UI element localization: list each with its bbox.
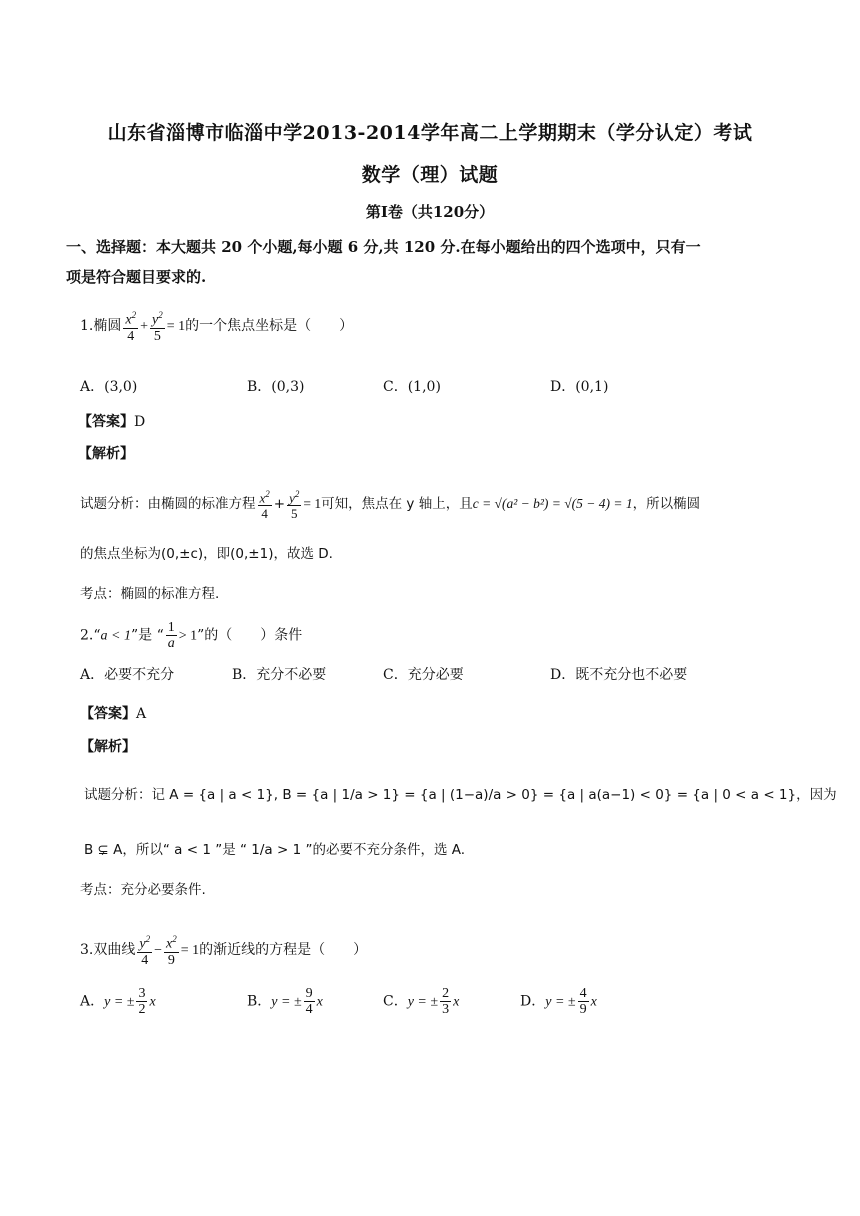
answer-label: 【答案】 [78, 414, 134, 430]
q2-cond1: a < 1 [100, 628, 131, 644]
q3-b-den: 4 [305, 1002, 313, 1017]
instructions-line1: 一、选择题：本大题共 20 个小题,每小题 6 分,共 120 分.在每小题给出的四个选项中，只有一 [66, 238, 701, 256]
question-1: 1.椭圆 $\frac{x^2}{4}$ + $\frac{y^2}{5}$ = 1的一个焦点坐标是（ ） [80, 310, 354, 344]
q3-a-den: 2 [138, 1002, 146, 1017]
q1-analysis-end: ，所以椭圆 [632, 496, 701, 513]
q2-option-b: B．充分不必要 [232, 667, 327, 683]
q3-c-den: 3 [442, 1002, 450, 1017]
q2-option-d: D．既不充分也不必要 [550, 667, 688, 683]
q2-prefix: 2.“ [80, 627, 101, 644]
q3-option-b-label: B． [247, 993, 272, 1010]
q3-b-num: 9 [305, 986, 313, 1001]
q2-option-c: C．充分必要 [383, 667, 464, 683]
q1-option-a: A．(3,0) [80, 379, 138, 395]
q2-answer [80, 703, 146, 723]
page-title-line1: 山东省淄博市临淄中学2013-2014学年高二上学期期末（学分认定）考试 [107, 122, 753, 144]
q3-option-c: C．y = ± $\frac{2}{3}$ x [383, 986, 460, 1017]
q1-option-d: D．(0,1) [550, 379, 609, 395]
q2-option-a: A．必要不充分 [80, 667, 175, 683]
q1-kaodian: 考点：椭圆的标准方程. [80, 586, 220, 602]
q3-option-a: A．y = ± $\frac{3}{2}$ x [80, 986, 156, 1017]
q1-answer-value: D [134, 414, 146, 430]
q2-suffix: ”的（ ）条件 [197, 627, 303, 644]
q2-cond2-tail: > 1 [178, 628, 198, 644]
q1-option-c: C．(1,0) [383, 379, 441, 395]
q2-analysis-line2: B ⊊ A，所以“ a < 1 ”是 “ 1/a > 1 ”的必要不充分条件，选 A. [84, 842, 466, 858]
q1-frac-x: $\frac{x^2}{4}$ [125, 310, 137, 344]
q3-option-c-label: C． [383, 993, 408, 1010]
q1-analysis-line2: 的焦点坐标为(0,±c)，即(0,±1)，故选 D. [80, 546, 333, 562]
q3-c-num: 2 [442, 986, 450, 1001]
q2-analysis-label: 【解析】 [80, 739, 136, 755]
q3-suffix: 的渐近线的方程是（ ） [199, 941, 368, 958]
q1-answer [78, 411, 145, 431]
q2-answer-value: A [136, 706, 147, 722]
q3-option-b: B．y = ± $\frac{9}{4}$ x [247, 986, 323, 1017]
q1-analysis-pre: 试题分析：由椭圆的标准方程 [80, 496, 256, 513]
q3-option-d-label: D． [520, 993, 546, 1010]
q3-a-num: 3 [138, 986, 146, 1001]
q3-d-den: 9 [579, 1002, 587, 1017]
q1-analysis-root: c = √(a² − b²) = √(5 − 4) = 1 [472, 496, 633, 512]
q1-analysis-mid: 可知，焦点在 y 轴上，且 [321, 496, 473, 513]
q1-option-b: B．(0,3) [247, 379, 305, 395]
question-3: 3.双曲线 $\frac{y^2}{4}$ − $\frac{x^2}{9}$ = 1的渐近线的方程是（ ） [80, 934, 368, 968]
page-title-line2: 数学（理）试题 [361, 164, 499, 186]
q1-prefix: 1.椭圆 [80, 317, 122, 334]
q1-frac-y: $\frac{y^2}{5}$ [151, 310, 163, 344]
q1-suffix: 的一个焦点坐标是（ ） [185, 317, 354, 334]
section-title: 第Ⅰ卷（共120分） [365, 203, 495, 221]
q2-mid: ”是 “ [130, 627, 164, 644]
q1-analysis-line1: 试题分析：由椭圆的标准方程 $\frac{x^2}{4}$ + $\frac{y^2}{5}$ = 1可知，焦点在 y 轴上，且c = √(a² − b²) = √(5 − 4) = 1，所以椭圆 [80, 489, 701, 522]
q2-kaodian: 考点：充分必要条件. [80, 882, 206, 898]
q1-analysis-label: 【解析】 [78, 446, 134, 462]
q2-analysis-line1: 试题分析：记 A = {a | a < 1}, B = {a | 1/a > 1} = {a | (1−a)/a > 0} = {a | a(a−1) < 0} = {a | 0 < a < 1}，因为 [84, 787, 837, 803]
question-2: 2.“a < 1”是 “ $\frac{1}{a}$ > 1”的（ ）条件 [80, 620, 303, 651]
q3-option-d: D．y = ± $\frac{4}{9}$ x [520, 986, 597, 1017]
instructions-line2: 项是符合题目要求的. [66, 268, 207, 286]
q3-d-num: 4 [579, 986, 587, 1001]
q3-option-a-label: A． [80, 993, 105, 1010]
answer-label: 【答案】 [80, 706, 136, 722]
q3-prefix: 3.双曲线 [80, 941, 136, 958]
